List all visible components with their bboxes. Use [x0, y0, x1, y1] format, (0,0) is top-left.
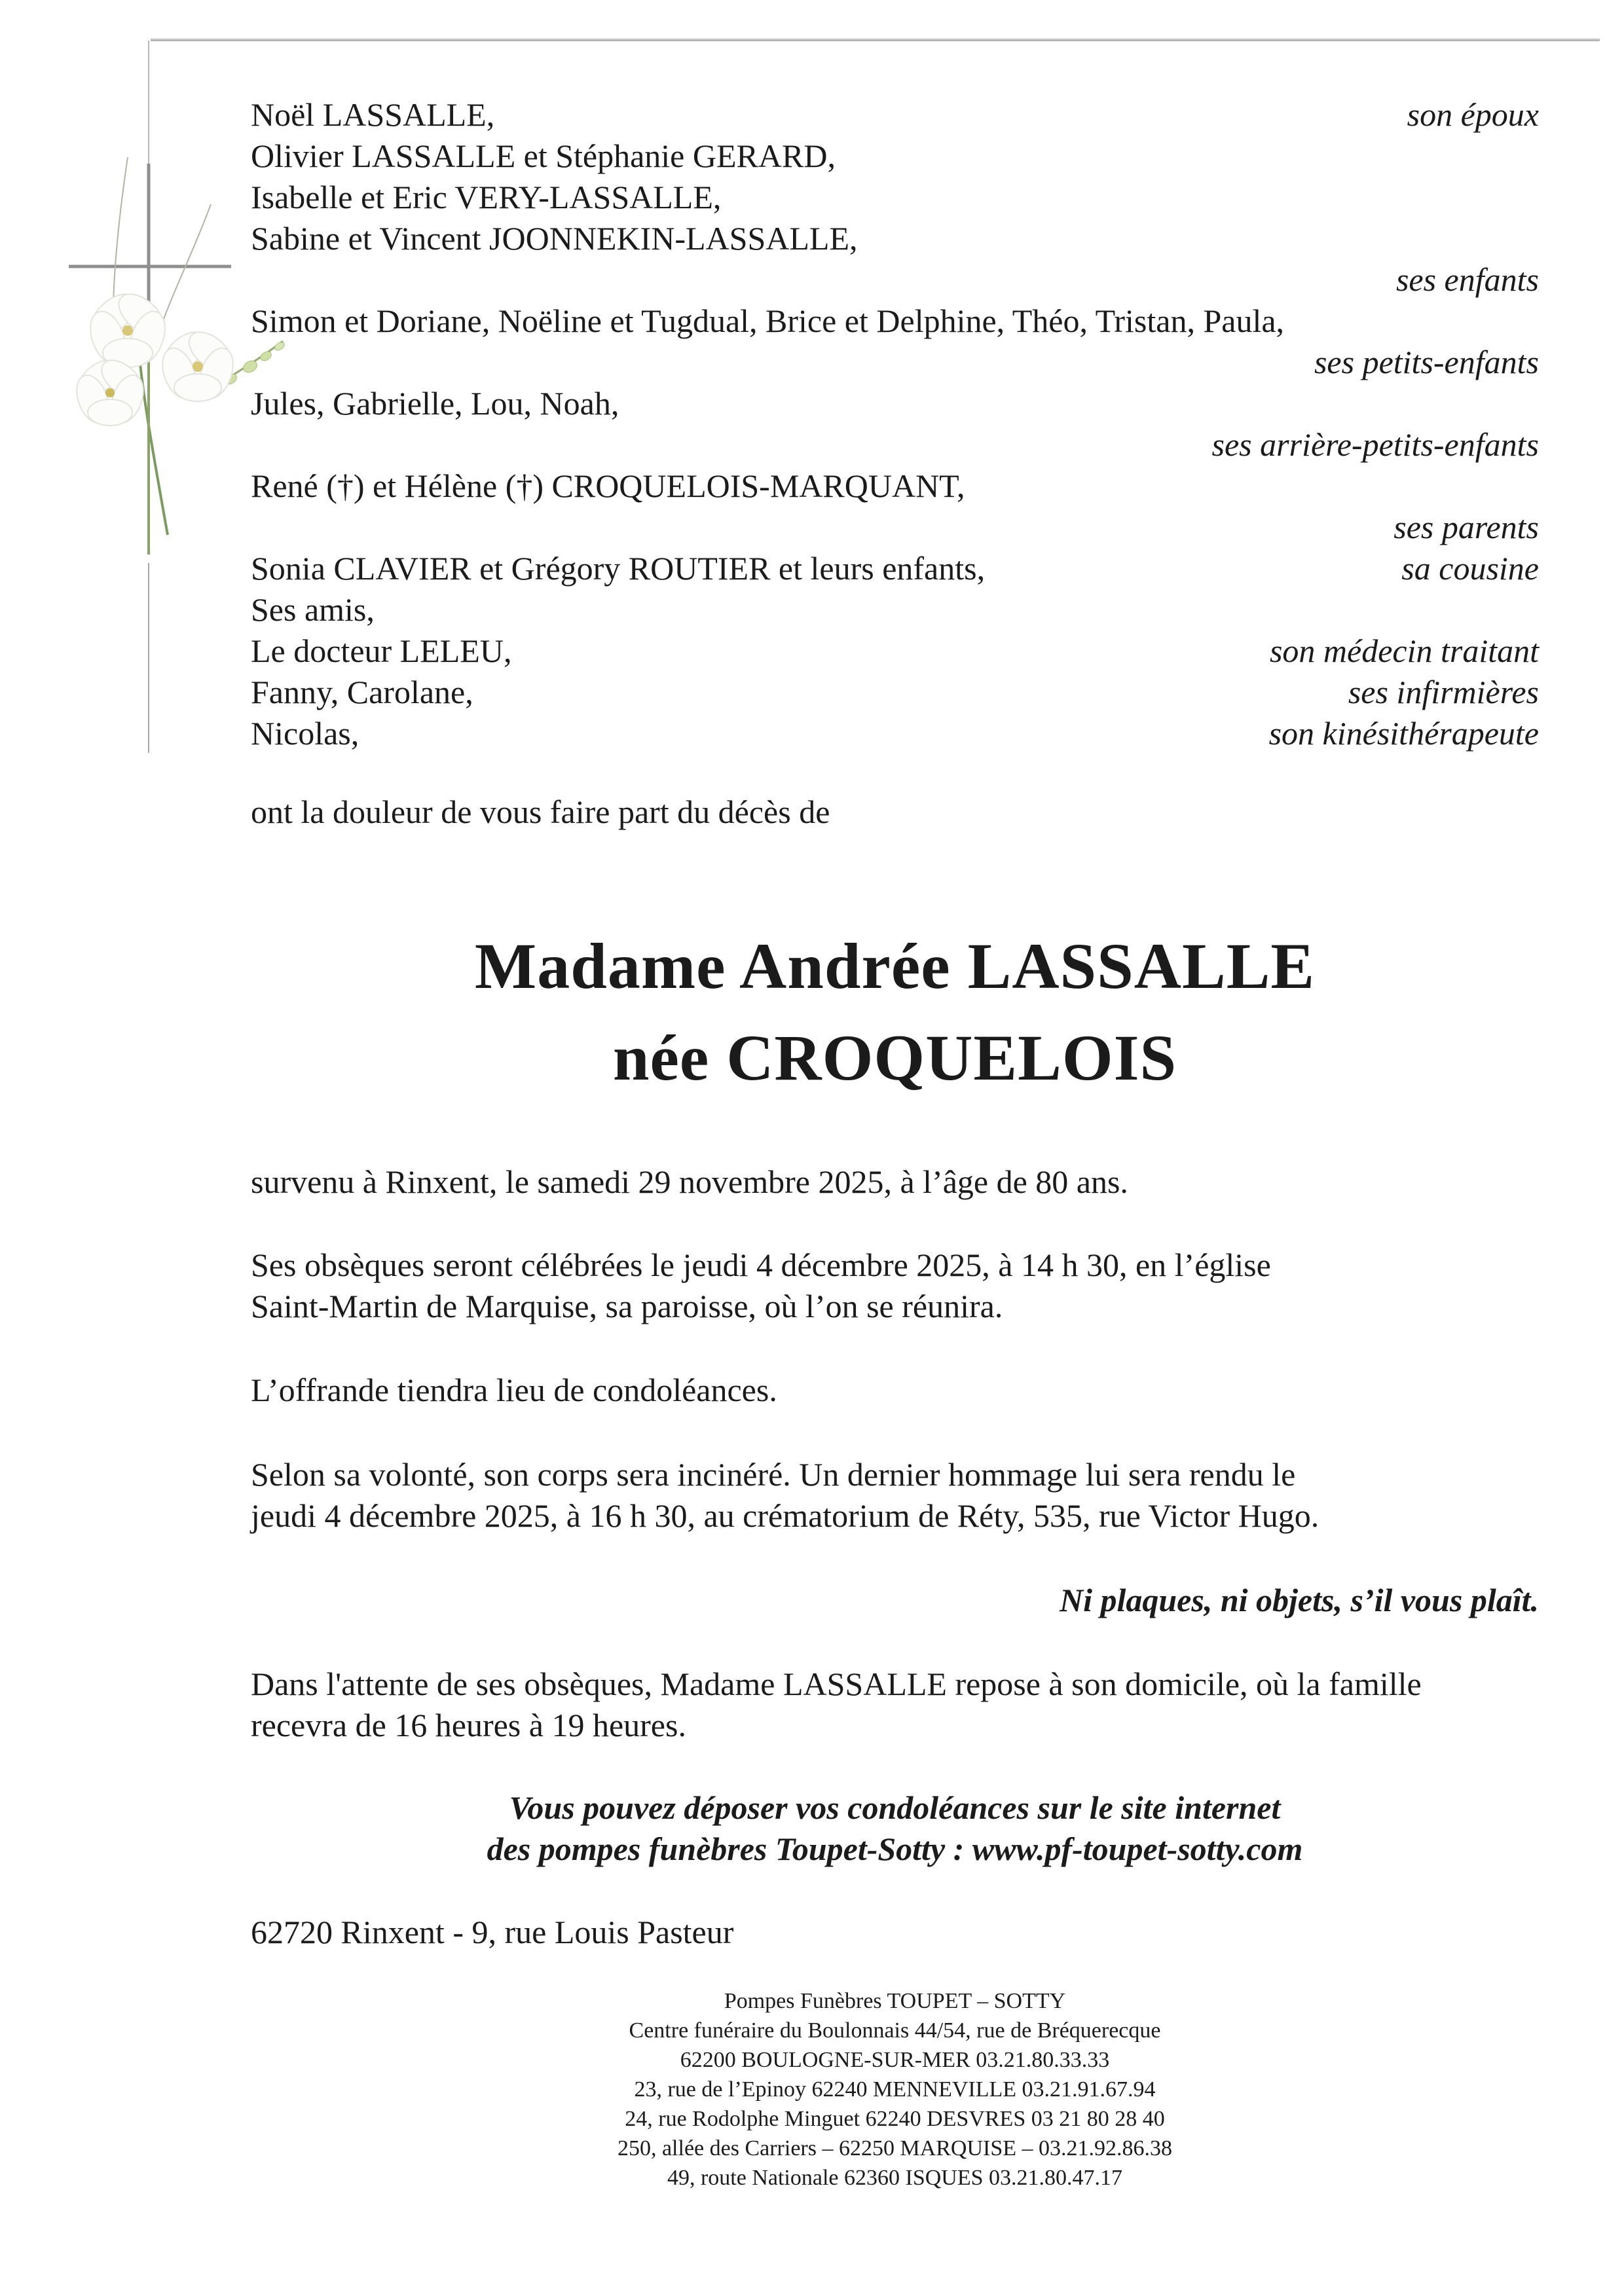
- visitation-line1: Dans l'attente de ses obsèques, Madame LASSALLE repose à son domicile, où la famille: [251, 1666, 1422, 1702]
- deceased-name-line1: Madame Andrée LASSALLE: [474, 930, 1316, 1002]
- footer-address-line: 62200 BOULOGNE-SUR-MER 03.21.80.33.33: [680, 2048, 1110, 2072]
- cremation-paragraph: [251, 1454, 1539, 1537]
- family-list: [251, 94, 1539, 754]
- relation-label: ses parents: [1393, 509, 1539, 545]
- family-names: Sonia CLAVIER et Grégory ROUTIER et leurs enfants,: [251, 550, 986, 587]
- relation-label: sa cousine: [1401, 550, 1539, 587]
- no-plaques-notice: Ni plaques, ni objets, s’il vous plaît.: [1059, 1582, 1539, 1618]
- family-row: [251, 342, 1539, 383]
- family-names: Olivier LASSALLE et Stéphanie GERARD,: [251, 137, 836, 174]
- family-row: [251, 507, 1539, 548]
- relation-label: son époux: [1407, 96, 1539, 133]
- death-info-line: survenu à Rinxent, le samedi 29 novembre 2025, à l’âge de 80 ans.: [251, 1163, 1128, 1200]
- family-names: Le docteur LELEU,: [251, 632, 512, 669]
- relation-label: ses enfants: [1395, 261, 1539, 298]
- condolences-line1: Vous pouvez déposer vos condoléances sur le site internet: [509, 1789, 1281, 1826]
- footer-address-line: 24, rue Rodolphe Minguet 62240 DESVRES 03 21 80 28 40: [625, 2107, 1165, 2131]
- footer-address-line: 250, allée des Carriers – 62250 MARQUISE – 03.21.92.86.38: [617, 2136, 1173, 2160]
- relation-label: ses infirmières: [1348, 674, 1539, 710]
- footer-address-line: Centre funéraire du Boulonnais 44/54, rue de Bréquerecque: [629, 2018, 1161, 2043]
- relation-label: son médecin traitant: [1269, 632, 1539, 669]
- family-names: Simon et Doriane, Noëline et Tugdual, Brice et Delphine, Théo, Tristan, Paula,: [251, 302, 1285, 339]
- announcement-line: ont la douleur de vous faire part du décès de: [251, 793, 830, 830]
- cremation-line1: Selon sa volonté, son corps sera incinéré. Un dernier hommage lui sera rendu le: [251, 1456, 1296, 1493]
- relation-label: ses arrière-petits-enfants: [1211, 426, 1539, 463]
- condolences-line2: des pompes funèbres Toupet-Sotty : www.pf-toupet-sotty.com: [487, 1831, 1303, 1867]
- family-row: [251, 177, 1539, 218]
- visitation-line2: recevra de 16 heures à 19 heures.: [251, 1707, 686, 1743]
- visitation-paragraph: [251, 1664, 1539, 1746]
- family-row: [251, 630, 1539, 672]
- scan-edge-line: [151, 39, 1600, 41]
- family-row: [251, 465, 1539, 507]
- family-names: Fanny, Carolane,: [251, 674, 473, 710]
- family-row: [251, 259, 1539, 301]
- offering-line: L’offrande tiendra lieu de condoléances.: [251, 1372, 777, 1408]
- family-row: [251, 672, 1539, 713]
- funeral-home-footer: [251, 1986, 1539, 2193]
- family-row: [251, 424, 1539, 465]
- family-names: Ses amis,: [251, 591, 375, 628]
- deceased-name-title: [251, 920, 1539, 1104]
- family-row: [251, 94, 1539, 136]
- footer-company-name: Pompes Funèbres TOUPET – SOTTY: [724, 1989, 1066, 2013]
- family-names: Jules, Gabrielle, Lou, Noah,: [251, 385, 619, 422]
- family-names: René (†) et Hélène (†) CROQUELOIS-MARQUANT,: [251, 467, 965, 504]
- family-names: Sabine et Vincent JOONNEKIN-LASSALLE,: [251, 220, 858, 257]
- family-names: Isabelle et Eric VERY-LASSALLE,: [251, 179, 722, 215]
- family-row: [251, 548, 1539, 589]
- relation-label: ses petits-enfants: [1314, 344, 1539, 380]
- funeral-line2: Saint-Martin de Marquise, sa paroisse, où l’on se réunira.: [251, 1288, 1003, 1324]
- footer-address-line: 49, route Nationale 62360 ISQUES 03.21.80.47.17: [667, 2166, 1123, 2190]
- family-row: [251, 713, 1539, 754]
- family-row: [251, 218, 1539, 259]
- cremation-line2: jeudi 4 décembre 2025, à 16 h 30, au crématorium de Réty, 535, rue Victor Hugo.: [251, 1497, 1320, 1534]
- family-row: [251, 589, 1539, 630]
- family-row: [251, 301, 1539, 342]
- funeral-line1: Ses obsèques seront célébrées le jeudi 4 décembre 2025, à 14 h 30, en l’église: [251, 1247, 1271, 1283]
- family-names: Noël LASSALLE,: [251, 96, 495, 133]
- funeral-paragraph: [251, 1245, 1539, 1327]
- family-row: [251, 136, 1539, 177]
- deceased-maiden-name: née CROQUELOIS: [612, 1021, 1177, 1094]
- relation-label: son kinésithérapeute: [1268, 715, 1539, 752]
- family-names: Nicolas,: [251, 715, 360, 752]
- footer-address-line: 23, rue de l’Epinoy 62240 MENNEVILLE 03.21.91.67.94: [634, 2077, 1156, 2102]
- home-address-line: 62720 Rinxent - 9, rue Louis Pasteur: [251, 1914, 734, 1950]
- family-row: [251, 383, 1539, 424]
- online-condolences-notice: [251, 1787, 1539, 1870]
